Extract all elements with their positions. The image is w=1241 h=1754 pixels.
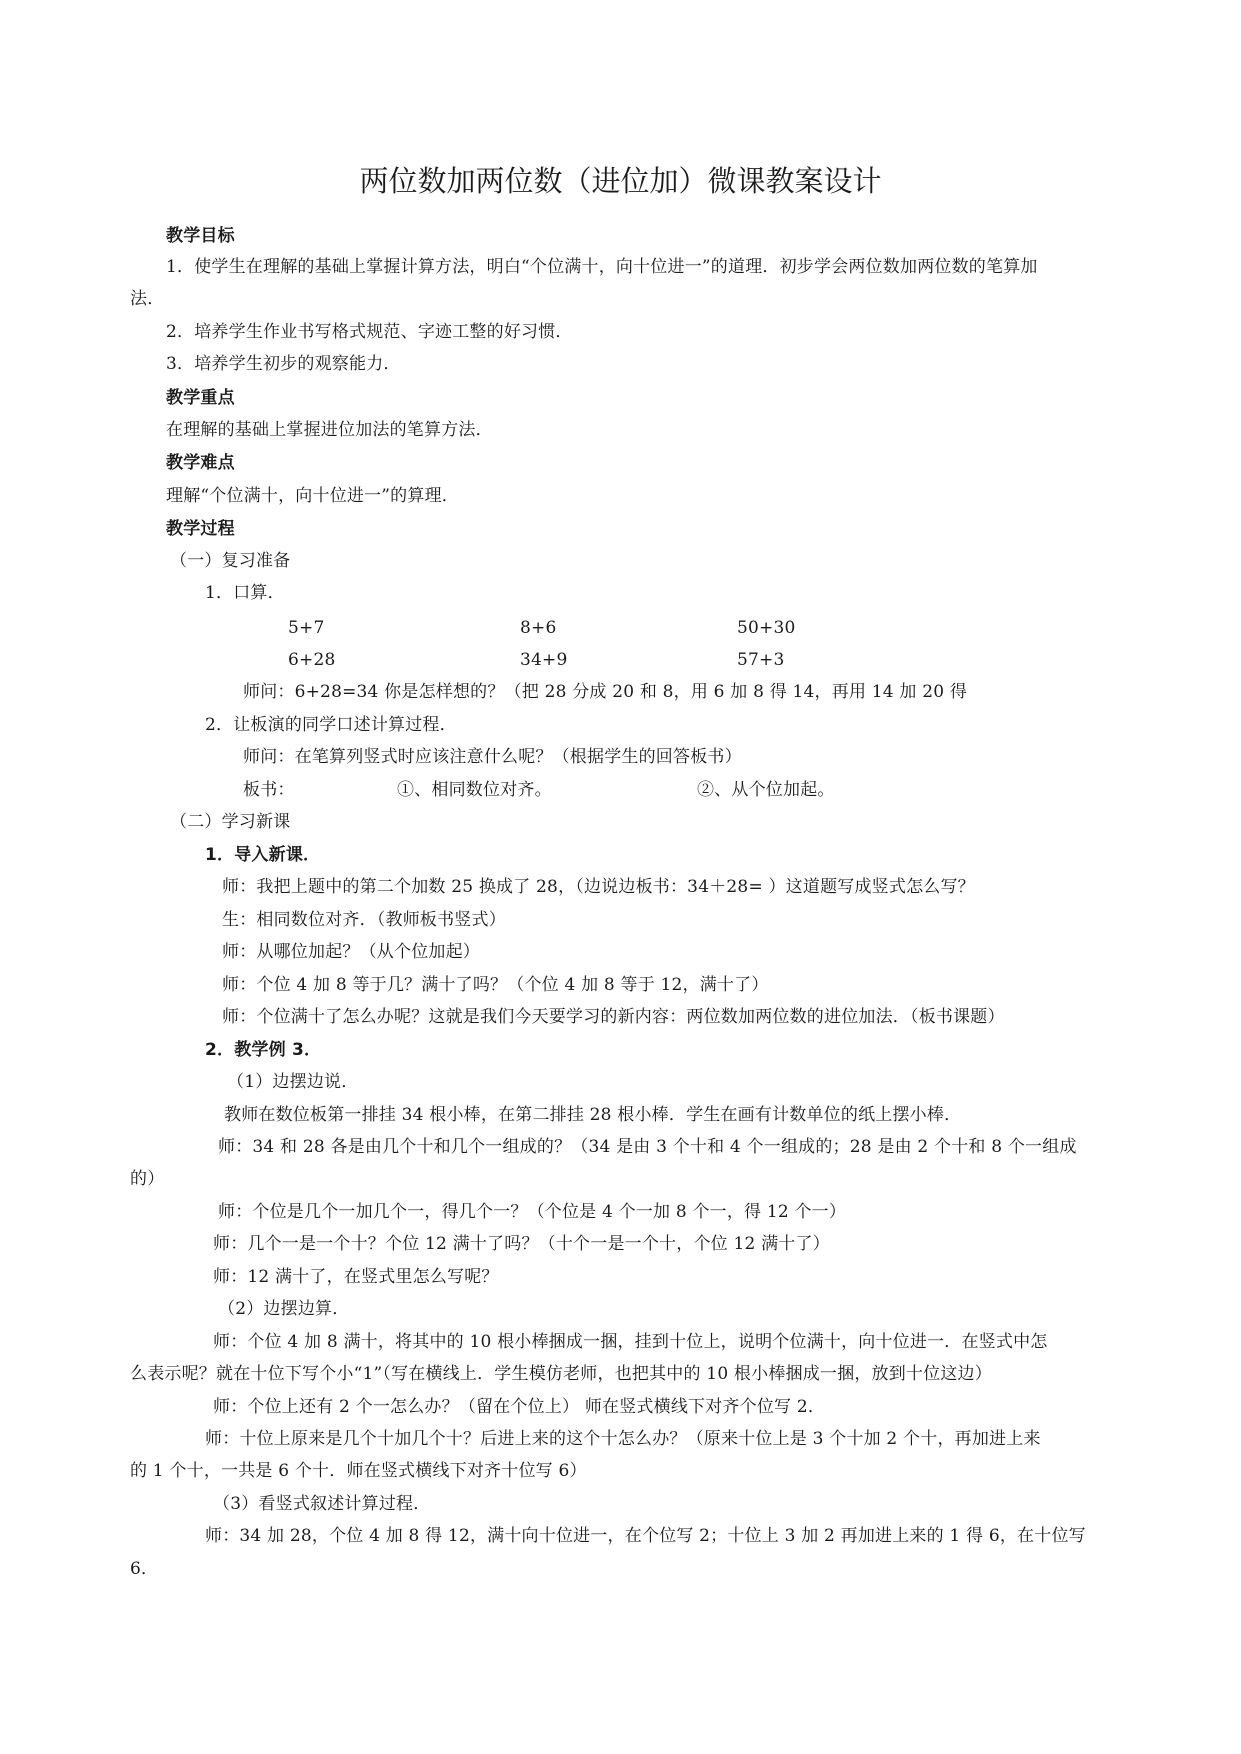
part1-heading: （一）复习准备: [170, 551, 291, 571]
key-point-text: 在理解的基础上掌握进位加法的笔算方法．: [166, 420, 493, 440]
objective-3: 3．培养学生初步的观察能力．: [166, 354, 401, 374]
difficulty-text: 理解“个位满十，向十位进一”的算理．: [166, 486, 459, 506]
problem-r1-c3: 50+30: [737, 618, 796, 638]
section-2-heading: 2．教学例 3．: [205, 1040, 322, 1060]
problem-r1-c2: 8+6: [520, 618, 557, 638]
key-point-heading: 教学重点: [166, 388, 235, 408]
step-1-line-4: 师：几个一是一个十？个位 12 满十了吗？（十个一是一个十，个位 12 满十了）: [213, 1234, 830, 1254]
section-1-line-5: 师：个位满十了怎么办呢？这就是我们今天要学习的新内容：两位数加两位数的进位加法．（板书课题）: [222, 1007, 1005, 1027]
part1-item-2: 2．让板演的同学口述计算过程．: [205, 715, 457, 735]
process-heading: 教学过程: [166, 519, 235, 539]
section-1-line-2: 生：相同数位对齐．（教师板书竖式）: [222, 910, 506, 930]
part1-item-1: 1．口算．: [205, 583, 285, 603]
board-label: 板书：: [243, 780, 295, 800]
step-1-line-3: 师：个位是几个一加几个一，得几个一？（个位是 4 个一加 8 个一，得 12 个一）: [218, 1202, 847, 1222]
step-1-line-5: 师：12 满十了，在竖式里怎么写呢？: [213, 1267, 499, 1287]
step-1-line-1: 教师在数位板第一排挂 34 根小棒，在第二排挂 28 根小棒．学生在画有计数单位的纸上摆小棒．: [224, 1105, 962, 1125]
section-1-line-3: 师：从哪位加起？（从个位加起）: [222, 942, 480, 962]
step-2-line-1a: 师：个位 4 加 8 满十，将其中的 10 根小棒捆成一捆，挂到十位上，说明个位满十，向十位进一．在竖式中怎: [213, 1332, 1048, 1352]
board-rule-1: ①、相同数位对齐。: [397, 780, 552, 800]
problem-r2-c3: 57+3: [737, 650, 785, 670]
section-1-line-1: 师：我把上题中的第二个加数 25 换成了 28，（边说边板书：34＋28= ）这道题写成竖式怎么写？: [222, 877, 975, 897]
part2-heading: （二）学习新课: [170, 812, 291, 832]
step-2-line-1b: 么表示呢？就在十位下写个小“1”（写在横线上．学生模仿老师，也把其中的 10 根小棒捆成一捆，放到十位这边）: [130, 1364, 992, 1384]
teacher-question-1: 师问：6+28=34 你是怎样想的？（把 28 分成 20 和 8，用 6 加 8 得 14，再用 14 加 20 得: [243, 682, 968, 702]
section-1-line-4: 师：个位 4 加 8 等于几？满十了吗？（个位 4 加 8 等于 12，满十了）: [222, 975, 769, 995]
difficulty-heading: 教学难点: [166, 453, 235, 473]
board-rule-2: ②、从个位加起。: [697, 780, 835, 800]
step-2-line-3a: 师：十位上原来是几个十加几个十？后进上来的这个十怎么办？（原来十位上是 3 个十加 2 个十，再加进上来: [205, 1429, 1041, 1449]
step-2-heading: （2）边摆边算．: [218, 1299, 350, 1319]
problem-r1-c1: 5+7: [288, 618, 325, 638]
document-title: 两位数加两位数（进位加）微课教案设计: [359, 164, 882, 198]
teacher-question-2: 师问：在笔算列竖式时应该注意什么呢？（根据学生的回答板书）: [243, 747, 742, 767]
problem-r2-c2: 34+9: [520, 650, 568, 670]
objective-2: 2．培养学生作业书写格式规范、字迹工整的好习惯．: [166, 322, 573, 342]
step-2-line-3b: 的 1 个十，一共是 6 个十．师在竖式横线下对齐十位写 6）: [130, 1461, 587, 1481]
problem-r2-c1: 6+28: [288, 650, 336, 670]
step-3-line-1b: 6．: [130, 1559, 159, 1579]
objective-1-line-2: 法．: [130, 289, 165, 309]
objectives-heading: 教学目标: [166, 226, 235, 246]
step-1-line-2a: 师：34 和 28 各是由几个十和几个一组成的？（34 是由 3 个十和 4 个一组成的；28 是由 2 个十和 8 个一组成: [218, 1137, 1077, 1157]
step-3-line-1a: 师：34 加 28，个位 4 加 8 得 12，满十向十位进一，在个位写 2；十位上 3 加 2 再加进上来的 1 得 6，在十位写: [205, 1526, 1086, 1546]
step-1-heading: （1）边摆边说．: [227, 1072, 359, 1092]
objective-1-line-1: 1．使学生在理解的基础上掌握计算方法，明白“个位满十，向十位进一”的道理．初步学会两位数加两位数的笔算加: [166, 257, 1038, 277]
step-3-heading: （3）看竖式叙述计算过程．: [213, 1494, 431, 1514]
section-1-heading: 1．导入新课．: [205, 845, 321, 865]
step-1-line-2b: 的）: [130, 1169, 165, 1189]
step-2-line-2: 师：个位上还有 2 个一怎么办？（留在个位上） 师在竖式横线下对齐个位写 2．: [213, 1397, 826, 1417]
